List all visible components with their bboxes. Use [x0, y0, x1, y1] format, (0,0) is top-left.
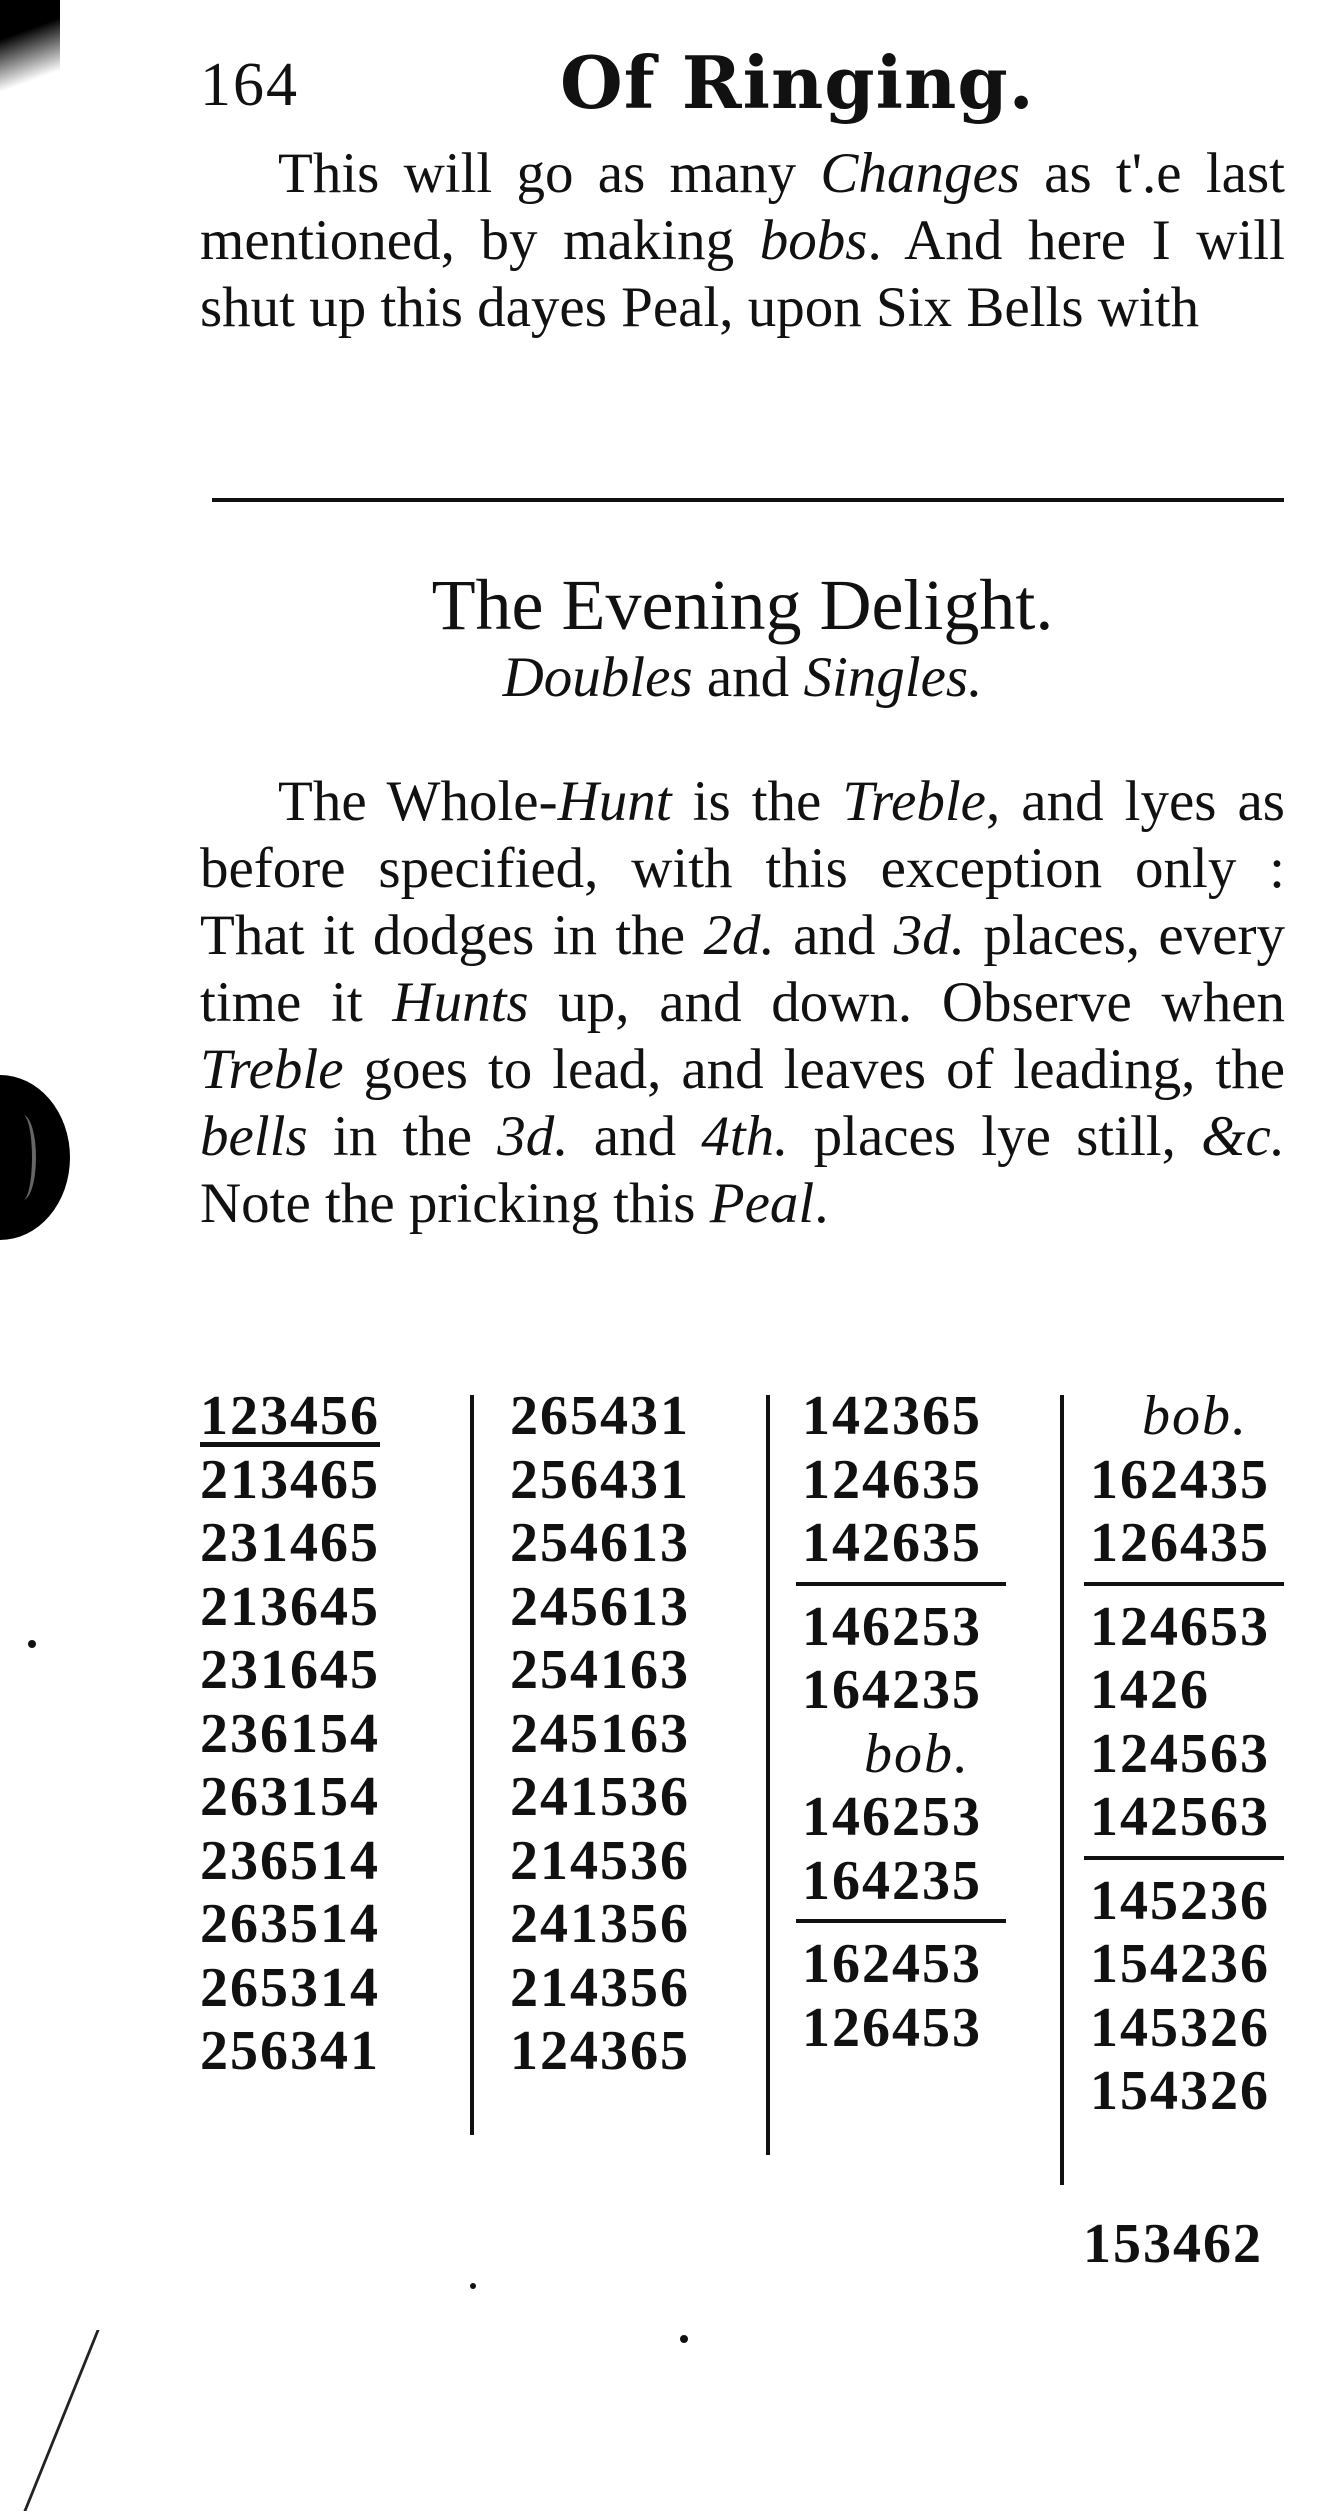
- intro-text: . And here I will shut up this dayes Peal, upon Six Bells with: [200, 209, 1285, 339]
- body-italic: 3d.: [497, 1105, 569, 1168]
- changes-column-2: [510, 1385, 690, 2145]
- section-title: The Evening Delight.: [431, 565, 1054, 645]
- change-row: 263154: [200, 1766, 380, 1828]
- running-head: Of Ringing.: [560, 40, 1035, 125]
- change-row: 231645: [200, 1639, 380, 1701]
- body-text: The Whole-: [278, 770, 558, 833]
- intro-italic: bobs: [759, 209, 868, 272]
- section-divider: [212, 498, 1284, 502]
- body-text: and: [568, 1105, 702, 1168]
- subtitle-and: and: [692, 646, 804, 709]
- lead-end-rule: [796, 1582, 1006, 1586]
- scan-ink-blot: [0, 1075, 70, 1240]
- changes-column-3: [802, 1385, 1032, 2145]
- page-number: 164: [200, 51, 299, 119]
- body-italic: Treble: [842, 770, 986, 833]
- body-italic: 4th.: [701, 1105, 789, 1168]
- body-text: in the: [307, 1105, 498, 1168]
- body-paragraph: [200, 768, 1285, 1237]
- change-row: 142365: [802, 1385, 982, 1447]
- change-row: 256431: [510, 1448, 690, 1511]
- change-row: 124653: [1090, 1595, 1270, 1658]
- body-italic: 3d.: [893, 904, 965, 967]
- change-row: 214536: [510, 1829, 690, 1892]
- change-row: 213465: [200, 1448, 380, 1511]
- change-row: 265314: [200, 1956, 380, 2019]
- bob-label: bob.: [1142, 1385, 1248, 1447]
- body-italic: &c.: [1201, 1105, 1285, 1168]
- lead-end-rule: [1084, 1582, 1284, 1586]
- change-row: 263514: [200, 1893, 380, 1955]
- section-subtitle: [200, 645, 1285, 711]
- change-row: 164235: [802, 1849, 982, 1912]
- change-row: 154326: [1090, 2060, 1270, 2122]
- change-row: 241536: [510, 1766, 690, 1828]
- intro-text: This will go as many: [278, 142, 821, 205]
- body-italic: Treble: [200, 1038, 344, 1101]
- change-ringing-table: [190, 1385, 1300, 2155]
- ink-speck: [680, 2335, 688, 2343]
- intro-italic: Changes: [820, 142, 1020, 205]
- change-row: 236154: [200, 1702, 380, 1765]
- subtitle-doubles: Doubles: [502, 646, 693, 709]
- body-italic: Hunts: [392, 971, 529, 1034]
- change-row: 146253: [802, 1786, 982, 1848]
- change-row: 241356: [510, 1893, 690, 1955]
- body-italic: 2d.: [703, 904, 775, 967]
- ink-speck: [28, 1640, 36, 1648]
- change-row: 142563: [1090, 1786, 1270, 1848]
- change-row: 154236: [1090, 1933, 1270, 1995]
- change-row: 245163: [510, 1702, 690, 1765]
- change-row: 124563: [1090, 1722, 1270, 1785]
- change-row: 142635: [802, 1512, 982, 1574]
- change-row: 124365: [510, 2020, 690, 2082]
- change-row: 126435: [1090, 1512, 1270, 1574]
- bob-label: bob.: [864, 1722, 970, 1785]
- change-row: 145326: [1090, 1996, 1270, 2059]
- subtitle-singles: Singles.: [803, 646, 983, 709]
- change-row: 124635: [802, 1448, 982, 1511]
- change-row: 256341: [200, 2020, 380, 2082]
- body-italic: bells: [200, 1105, 308, 1168]
- change-row: 254613: [510, 1512, 690, 1574]
- change-row: 245613: [510, 1575, 690, 1638]
- ink-speck: [470, 2283, 476, 2289]
- change-row: 126453: [802, 1996, 982, 2059]
- change-row: 164235: [802, 1659, 982, 1721]
- intro-text: as t'.e last mentioned, by making: [200, 142, 1285, 272]
- scan-shadow-corner: [0, 0, 60, 110]
- column-divider: [1060, 1395, 1064, 2185]
- column-divider: [470, 1395, 474, 2135]
- change-row: 162435: [1090, 1448, 1270, 1511]
- body-text: up, and down. Observe when: [528, 971, 1285, 1034]
- body-text: and: [774, 904, 894, 967]
- scan-page-edge: [23, 2330, 219, 2511]
- body-text: Note the pricking this: [200, 1172, 710, 1235]
- column-divider: [766, 1395, 770, 2155]
- body-text: places lye still,: [788, 1105, 1202, 1168]
- change-row: 214356: [510, 1956, 690, 2019]
- change-row: 145236: [1090, 1869, 1270, 1932]
- changes-column-4: [1090, 1385, 1300, 2145]
- change-row: 1426: [1090, 1659, 1210, 1721]
- lead-end-rule: [796, 1919, 1006, 1923]
- body-text: , and lyes as before specified, with this exception only : That it dodges in the: [200, 770, 1285, 967]
- body-text: goes to lead, and leaves of leading, the: [343, 1038, 1285, 1101]
- body-text: is the: [671, 770, 843, 833]
- page-header: [200, 40, 1300, 130]
- change-row: 162453: [802, 1933, 982, 1995]
- changes-column-1: [200, 1385, 380, 2145]
- change-row: 236514: [200, 1829, 380, 1892]
- change-row: 123456: [200, 1385, 380, 1447]
- change-row: 213645: [200, 1575, 380, 1638]
- intro-paragraph: [200, 140, 1285, 341]
- body-italic: Hunt: [557, 770, 672, 833]
- change-row: 265431: [510, 1385, 690, 1447]
- lead-end-rule: [1084, 1856, 1284, 1860]
- change-row: 254163: [510, 1639, 690, 1701]
- change-row: 146253: [802, 1595, 982, 1658]
- body-text: places, every time it: [200, 904, 1285, 1034]
- body-text: .: [814, 1172, 829, 1235]
- final-change: 153462: [1083, 2213, 1263, 2275]
- body-italic: Peal: [709, 1172, 815, 1235]
- change-row: 231465: [200, 1512, 380, 1574]
